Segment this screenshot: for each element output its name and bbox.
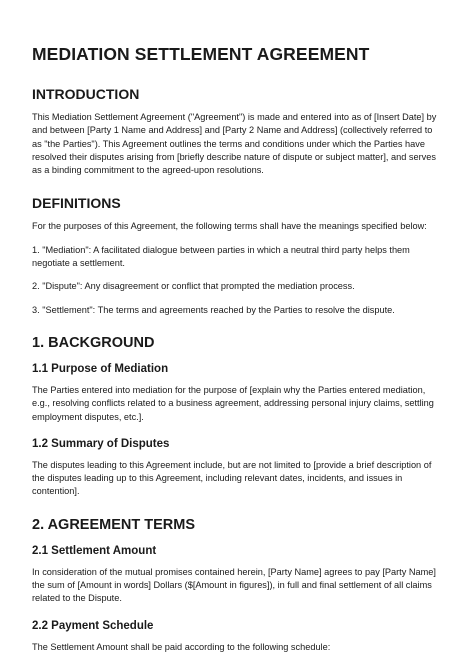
introduction-text: This Mediation Settlement Agreement ("Agreement") is made and entered into as of [Insert Date] by and between [Party 1 Name and Address] and [Party 2 Name and Address] (collectively referred to as "the Parties"). This Agreement outlines the terms and conditions under which the Parties have resolved their disputes arising from [briefly describe nature of dispute or subject matter], and serves as a binding commitment to the agreed-upon resolutions. [32, 112, 437, 176]
purpose-text: The Parties entered into mediation for the purpose of [explain why the Parties entered mediation, e.g., resolving conflicts related to a business agreement, addressing personal injury claims, settling employment disputes, etc.]. [32, 384, 434, 422]
introduction-heading: INTRODUCTION [32, 86, 140, 102]
settlement-amount-heading: 2.1 Settlement Amount [32, 544, 157, 557]
agreement-terms-section [32, 517, 442, 654]
background-section [32, 335, 442, 499]
document-title: MEDIATION SETTLEMENT AGREEMENT [32, 44, 370, 64]
definitions-intro: For the purposes of this Agreement, the following terms shall have the meanings specified below: [32, 221, 427, 232]
payment-schedule-text: The Settlement Amount shall be paid according to the following schedule: [32, 641, 331, 652]
summary-heading: 1.2 Summary of Disputes [32, 437, 170, 450]
purpose-heading: 1.1 Purpose of Mediation [32, 362, 169, 375]
introduction-section [32, 86, 442, 177]
payment-schedule-heading: 2.2 Payment Schedule [32, 619, 154, 632]
definition-item: 3. "Settlement": The terms and agreements reached by the Parties to resolve the dispute. [32, 304, 395, 315]
definition-item: 1. "Mediation": A facilitated dialogue between parties in which a neutral third party helps them negotiate a settlement. [32, 244, 410, 269]
definition-item: 2. "Dispute": Any disagreement or conflict that prompted the mediation process. [32, 281, 355, 292]
definitions-section [32, 195, 442, 316]
background-heading: 1. BACKGROUND [32, 334, 155, 351]
agreement-terms-heading: 2. AGREEMENT TERMS [32, 516, 196, 533]
summary-text: The disputes leading to this Agreement include, but are not limited to [provide a brief description of the disputes leading up to this Agreement, including relevant dates, incidents, and issues in contention]. [32, 459, 432, 497]
settlement-amount-text: In consideration of the mutual promises contained herein, [Party Name] agrees to pay [Party Name] the sum of [Amount in words] Dollars ($[Amount in figures]), in full and final settlement of all claims related to the Dispute. [32, 566, 436, 604]
definitions-heading: DEFINITIONS [32, 195, 121, 212]
